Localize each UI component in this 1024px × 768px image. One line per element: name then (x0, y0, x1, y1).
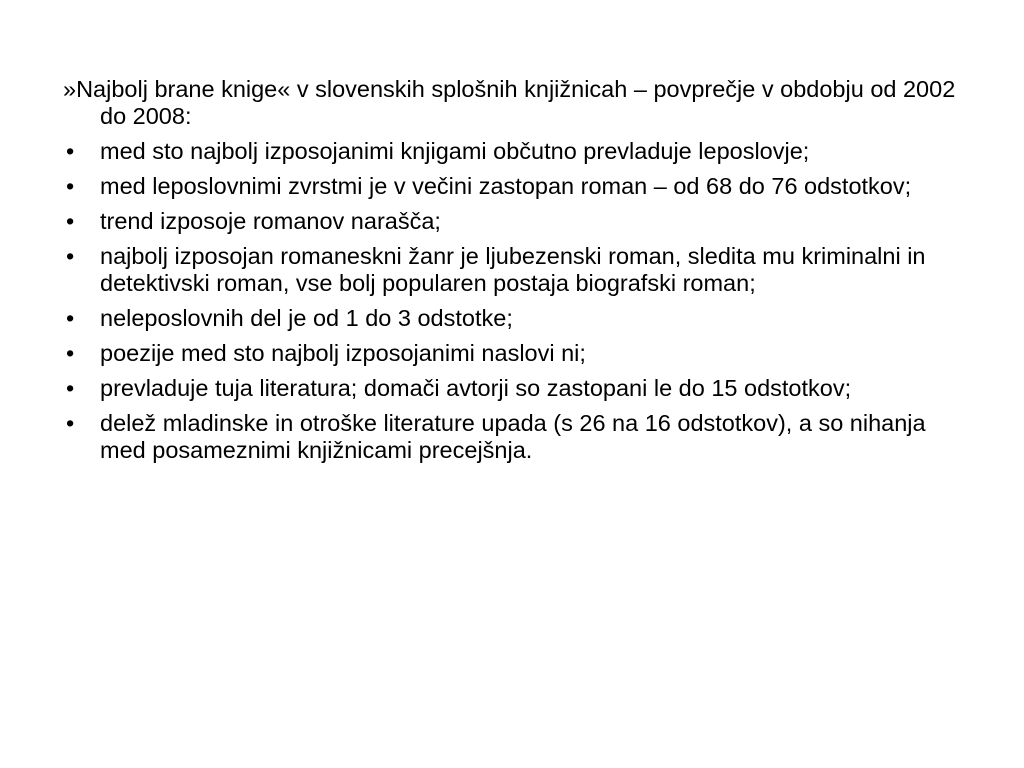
bullet-icon: • (66, 305, 75, 331)
list-item-text: neleposlovnih del je od 1 do 3 odstotke; (100, 305, 513, 331)
list-item-text: najbolj izposojan romaneskni žanr je ljubezenski roman, sledita mu kriminalni in detektivski roman, vse bolj popularen postaja biografski roman; (100, 243, 926, 296)
bullet-list (63, 138, 973, 464)
bullet-icon: • (66, 243, 75, 269)
bullet-icon: • (66, 208, 75, 234)
list-item (63, 208, 973, 235)
list-item (63, 173, 973, 200)
bullet-icon: • (66, 375, 75, 401)
list-item-text: prevladuje tuja literatura; domači avtorji so zastopani le do 15 odstotkov; (100, 375, 852, 401)
bullet-icon: • (66, 173, 75, 199)
list-item-text: poezije med sto najbolj izposojanimi naslovi ni; (100, 340, 586, 366)
list-item (63, 340, 973, 367)
list-item-text: med sto najbolj izposojanimi knjigami občutno prevladuje leposlovje; (100, 138, 810, 164)
intro-text: »Najbolj brane knige« v slovenskih splošnih knjižnicah – povprečje v obdobju od 2002 do 2008: (63, 76, 956, 129)
list-item (63, 375, 973, 402)
list-item (63, 305, 973, 332)
list-item-text: trend izposoje romanov narašča; (100, 208, 441, 234)
list-item-text: delež mladinske in otroške literature upada (s 26 na 16 odstotkov), a so nihanja med posameznimi knjižnicami precejšnja. (100, 410, 926, 463)
slide-content (63, 76, 973, 472)
bullet-icon: • (66, 138, 75, 164)
list-item (63, 410, 973, 464)
bullet-icon: • (66, 340, 75, 366)
bullet-icon: • (66, 410, 75, 436)
list-item (63, 243, 973, 297)
list-item-text: med leposlovnimi zvrstmi je v večini zastopan roman – od 68 do 76 odstotkov; (100, 173, 912, 199)
list-item (63, 138, 973, 165)
